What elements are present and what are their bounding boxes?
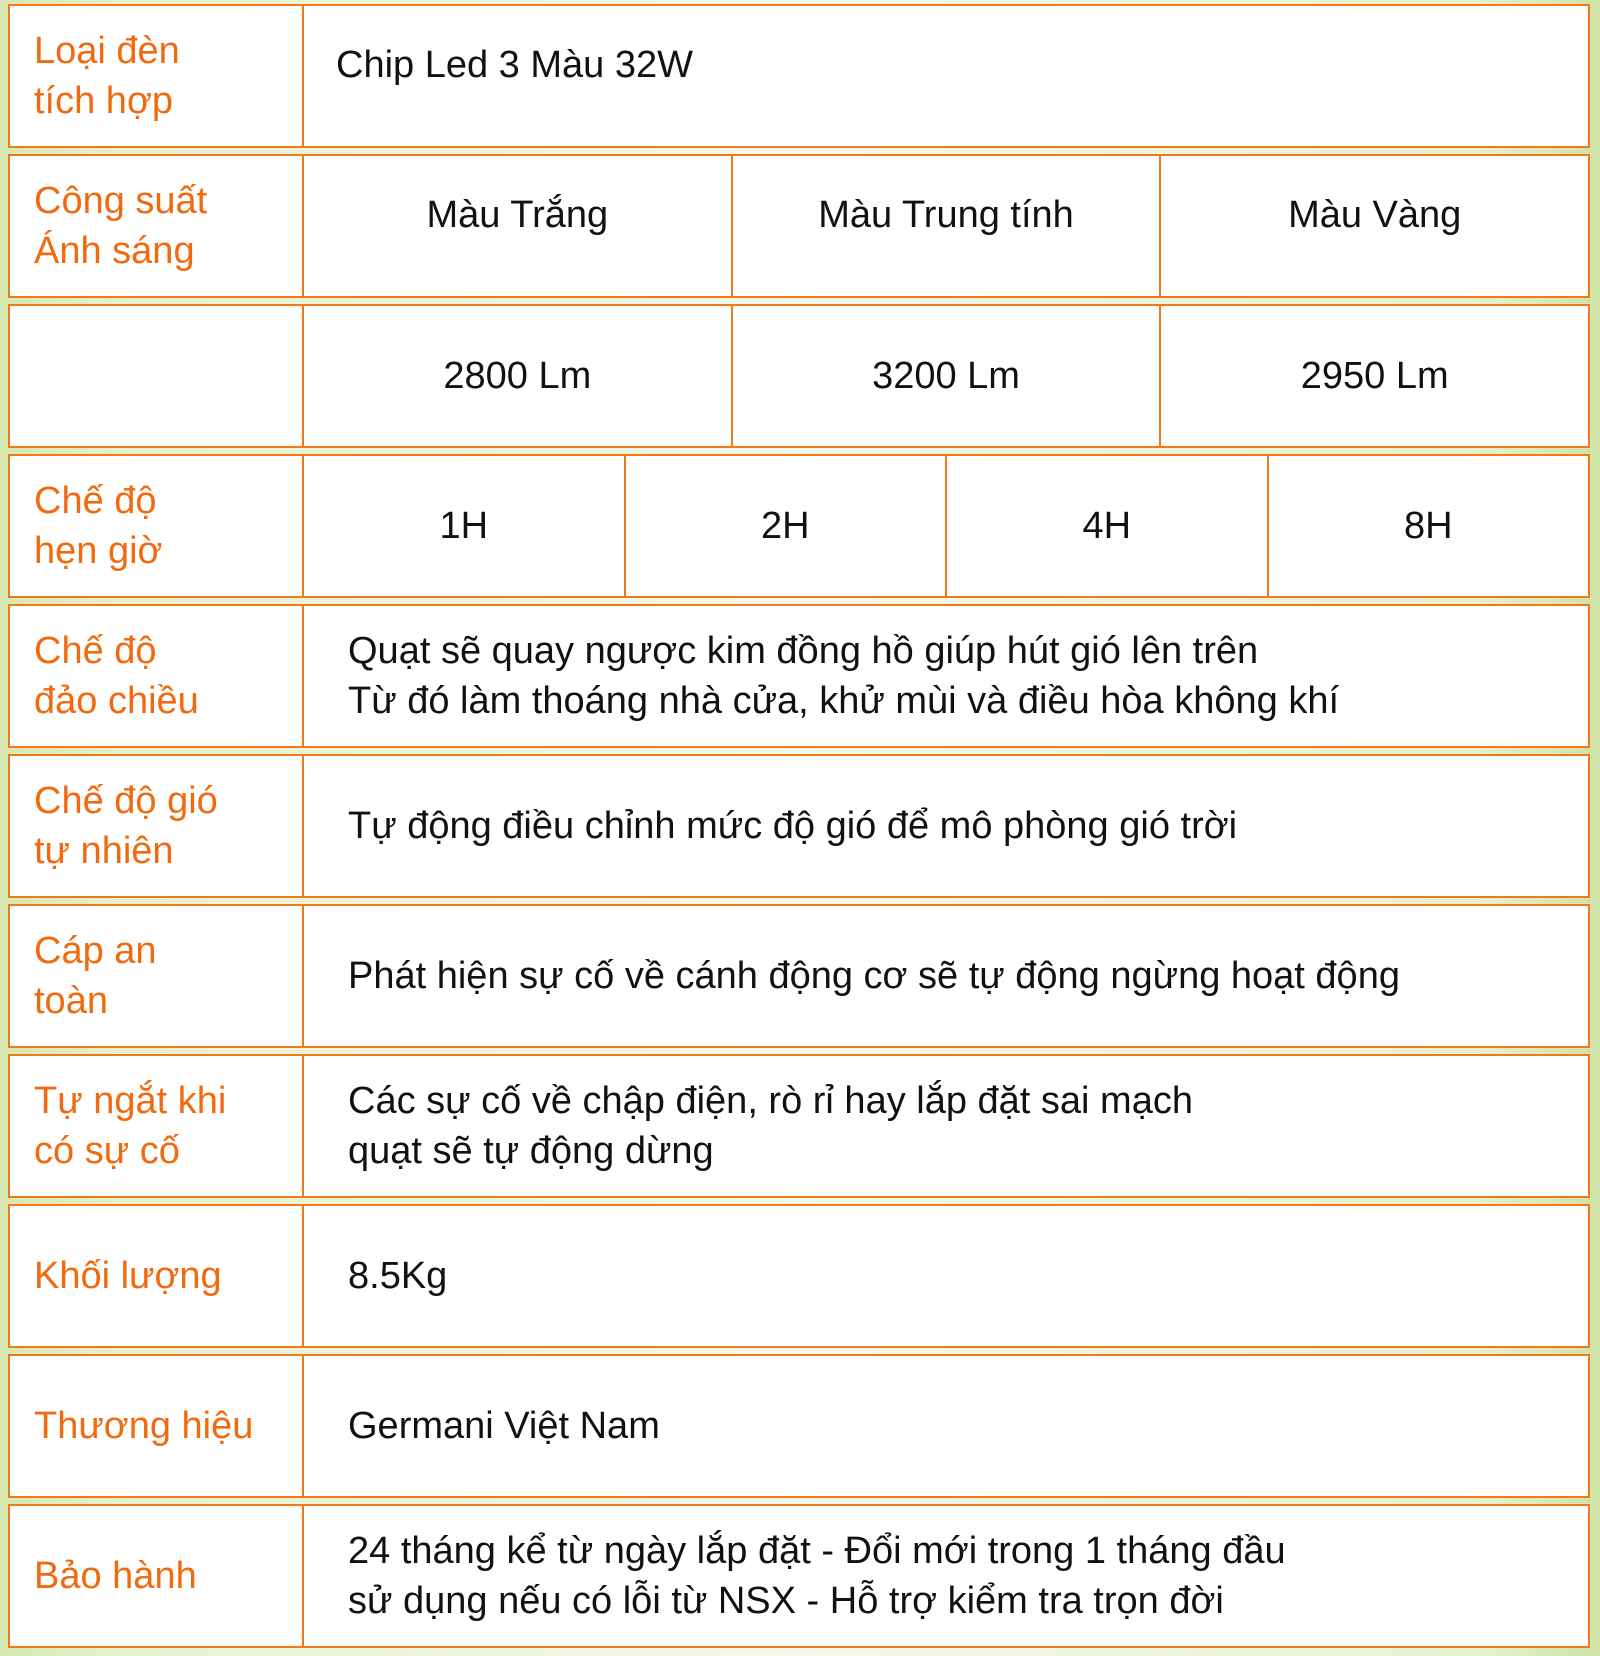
row-value xyxy=(304,756,1588,896)
cell-timer-2h: 2H xyxy=(626,456,948,596)
row-label: Chế độ gió tự nhiên xyxy=(10,756,304,896)
cell-timer-4h: 4H xyxy=(947,456,1269,596)
cell-lumen-white: 2800 Lm xyxy=(304,306,733,446)
cell-timer-1h: 1H xyxy=(304,456,626,596)
cell-white: Màu Trắng xyxy=(304,156,733,296)
spec-row-weight xyxy=(8,1204,1590,1348)
row-value xyxy=(304,6,1588,146)
value-line: Chip Led 3 Màu 32W xyxy=(336,44,693,86)
cell-neutral: Màu Trung tính xyxy=(733,156,1162,296)
row-label: Loại đèn tích hợp xyxy=(10,6,304,146)
value-line: Quạt sẽ quay ngược kim đồng hồ giúp hút gió lên trên xyxy=(348,630,1259,672)
value-line: Phát hiện sự cố về cánh động cơ sẽ tự động ngừng hoạt động xyxy=(348,955,1400,997)
row-label xyxy=(10,306,304,446)
row-label: Khối lượng xyxy=(10,1206,304,1346)
row-label: Cáp an toàn xyxy=(10,906,304,1046)
cell-yellow: Màu Vàng xyxy=(1288,194,1462,236)
value-line: Germani Việt Nam xyxy=(348,1405,660,1447)
spec-row-brand xyxy=(8,1354,1590,1498)
row-cells xyxy=(304,156,1588,296)
cell-lumen-yellow: 2950 Lm xyxy=(1300,354,1449,397)
row-label: Chế độ hẹn giờ xyxy=(10,456,304,596)
row-cells xyxy=(304,456,1588,596)
value-line: 8.5Kg xyxy=(348,1255,448,1297)
row-label: Thương hiệu xyxy=(10,1356,304,1496)
row-label: Công suất Ánh sáng xyxy=(10,156,304,296)
row-label: Tự ngắt khi có sự cố xyxy=(10,1056,304,1196)
spec-row-warranty xyxy=(8,1504,1590,1648)
cell-timer-8h: 8H xyxy=(1403,504,1453,547)
row-cells xyxy=(304,306,1588,446)
spec-row-reverse xyxy=(8,604,1590,748)
value-line: 24 tháng kể từ ngày lắp đặt - Đổi mới trong 1 tháng đầu xyxy=(348,1530,1286,1572)
row-value xyxy=(304,906,1588,1046)
value-line: Từ đó làm thoáng nhà cửa, khử mùi và điều hòa không khí xyxy=(348,680,1340,722)
row-label: Chế độ đảo chiều xyxy=(10,606,304,746)
spec-row-auto-cutoff xyxy=(8,1054,1590,1198)
spec-row-light-type xyxy=(8,4,1590,148)
value-line: Các sự cố về chập điện, rò rỉ hay lắp đặt sai mạch xyxy=(348,1080,1193,1122)
spec-table xyxy=(8,4,1590,1648)
spec-row-light-power xyxy=(8,154,1590,298)
spec-row-safety-cable xyxy=(8,904,1590,1048)
value-line: sử dụng nếu có lỗi từ NSX - Hỗ trợ kiểm tra trọn đời xyxy=(348,1580,1224,1622)
spec-row-lumen xyxy=(8,304,1590,448)
cell-lumen-neutral: 3200 Lm xyxy=(733,306,1162,446)
value-line: quạt sẽ tự động dừng xyxy=(348,1130,714,1172)
row-value xyxy=(304,1506,1588,1646)
spec-row-natural-wind xyxy=(8,754,1590,898)
value-line: Tự động điều chỉnh mức độ gió để mô phòng gió trời xyxy=(348,805,1238,847)
spec-row-timer xyxy=(8,454,1590,598)
row-value xyxy=(304,1356,1588,1496)
row-value xyxy=(304,1206,1588,1346)
row-label: Bảo hành xyxy=(10,1506,304,1646)
row-value xyxy=(304,1056,1588,1196)
row-value xyxy=(304,606,1588,746)
